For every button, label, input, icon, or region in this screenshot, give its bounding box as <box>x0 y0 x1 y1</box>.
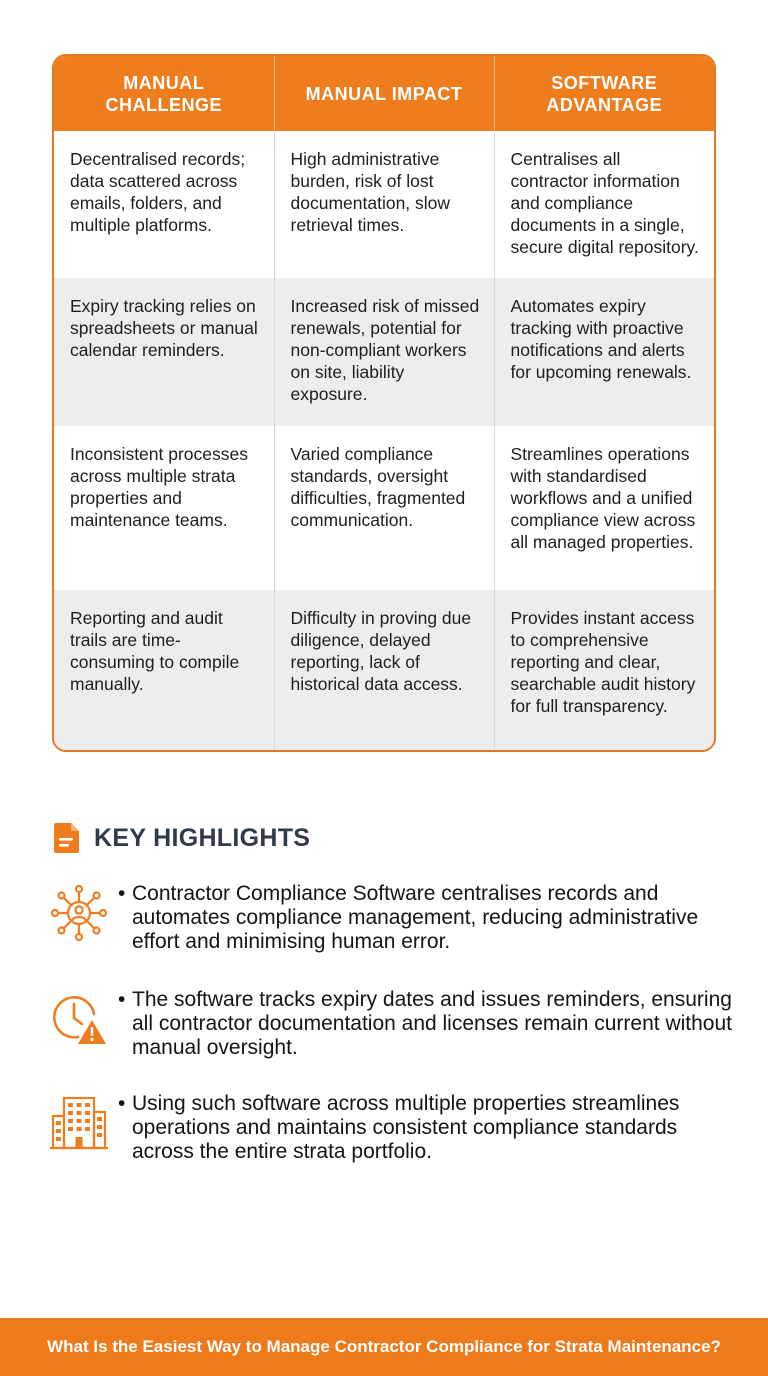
table-row <box>54 278 714 426</box>
building-icon <box>48 1092 110 1154</box>
highlight-item <box>48 988 738 1060</box>
highlight-item <box>48 882 738 954</box>
table-cell: High administrative burden, risk of lost documentation, slow retrieval times. <box>274 131 494 278</box>
highlight-item <box>48 1092 738 1164</box>
network-user-icon <box>48 882 110 944</box>
table-cell: Provides instant access to comprehensive reporting and clear, searchable audit history for full transparency. <box>494 590 714 752</box>
bullet: • <box>118 882 126 905</box>
table-cell: Streamlines operations with standardised workflows and a unified compliance view across all managed properties. <box>494 426 714 590</box>
bullet: • <box>118 988 126 1011</box>
column-header-manual-impact: MANUAL IMPACT <box>274 56 494 131</box>
table-cell: Difficulty in proving due diligence, delayed reporting, lack of historical data access. <box>274 590 494 752</box>
footer-banner <box>0 1318 768 1376</box>
table-cell: Inconsistent processes across multiple strata properties and maintenance teams. <box>54 426 274 590</box>
key-highlights-title: KEY HIGHLIGHTS <box>94 823 311 852</box>
table-cell: Reporting and audit trails are time-consuming to compile manually. <box>54 590 274 752</box>
table-cell: Automates expiry tracking with proactive notifications and alerts for upcoming renewals. <box>494 278 714 426</box>
column-header-software-advantage: SOFTWARE ADVANTAGE <box>494 56 714 131</box>
table-row <box>54 426 714 590</box>
highlight-text: Using such software across multiple properties streamlines operations and maintains consistent compliance standards across the entire strata portfolio. <box>132 1092 680 1163</box>
key-highlights-heading <box>52 820 310 856</box>
table-cell: Expiry tracking relies on spreadsheets or manual calendar reminders. <box>54 278 274 426</box>
table-cell: Varied compliance standards, oversight difficulties, fragmented communication. <box>274 426 494 590</box>
comparison-table <box>52 54 716 752</box>
clock-warning-icon <box>48 988 110 1050</box>
table-header-row <box>54 56 714 131</box>
table-cell: Centralises all contractor information and compliance documents in a single, secure digital repository. <box>494 131 714 278</box>
column-header-manual-challenge: MANUAL CHALLENGE <box>54 56 274 131</box>
table-row <box>54 131 714 278</box>
document-icon <box>52 821 82 855</box>
table-cell: Increased risk of missed renewals, potential for non-compliant workers on site, liability exposure. <box>274 278 494 426</box>
bullet: • <box>118 1092 126 1115</box>
footer-text: What Is the Easiest Way to Manage Contractor Compliance for Strata Maintenance? <box>47 1337 721 1356</box>
table-row <box>54 590 714 752</box>
highlight-text: Contractor Compliance Software centralises records and automates compliance management, reducing administrative effort and minimising human error. <box>132 882 699 953</box>
table-cell: Decentralised records; data scattered across emails, folders, and multiple platforms. <box>54 131 274 278</box>
highlight-text: The software tracks expiry dates and issues reminders, ensuring all contractor documentation and licenses remain current without manual oversight. <box>132 988 732 1059</box>
